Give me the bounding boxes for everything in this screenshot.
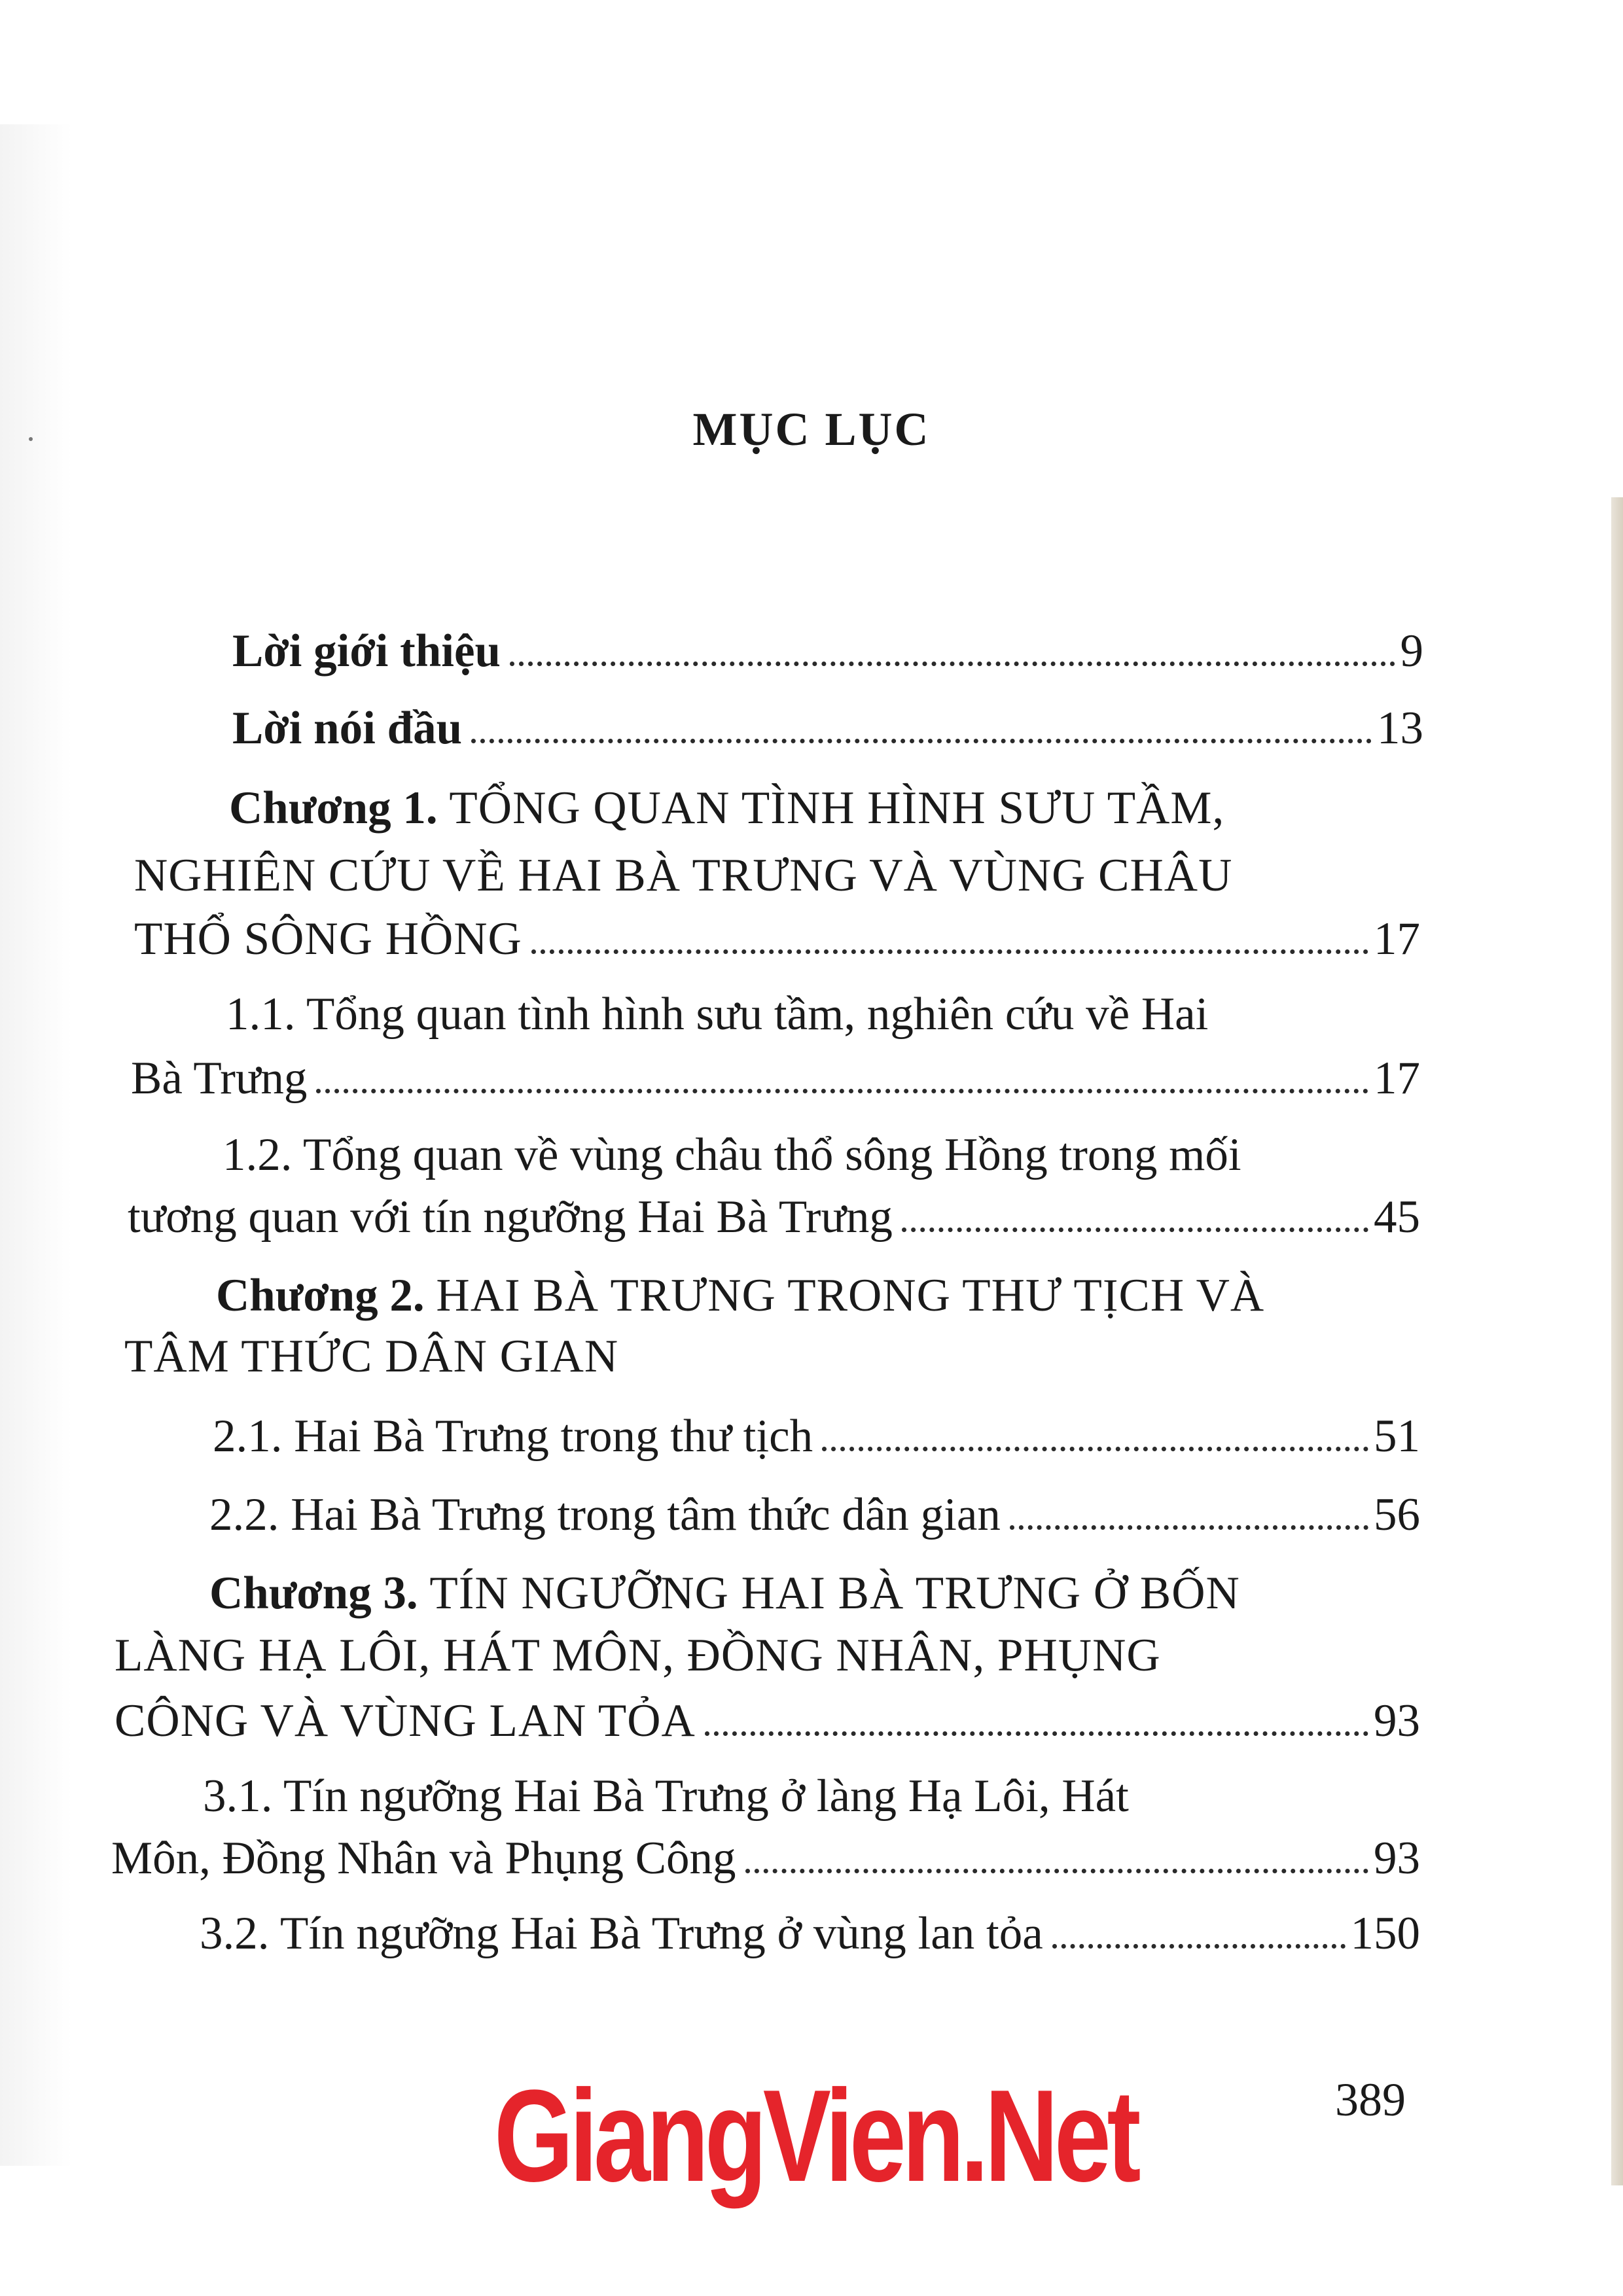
dot-leader <box>745 1869 1368 1873</box>
dot-leader <box>902 1227 1368 1232</box>
chapter-title-line: LÀNG HẠ LÔI, HÁT MÔN, ĐỒNG NHÂN, PHỤNG <box>115 1630 1161 1681</box>
toc-chapter-1-line-3 <box>134 906 1420 972</box>
section-title-line: Bà Trưng <box>131 1053 308 1104</box>
toc-chapter-2[interactable] <box>216 1263 1264 1328</box>
toc-page-number: 13 <box>1377 703 1423 754</box>
toc-entry-label: Lời giới thiệu <box>232 626 501 677</box>
chapter-label: Chương 3. <box>209 1568 418 1619</box>
section-title-line: 3.2. Tín ngưỡng Hai Bà Trưng ở vùng lan tỏa <box>200 1908 1043 1959</box>
dot-leader <box>471 739 1372 743</box>
chapter-title-line: THỔ SÔNG HỒNG <box>134 913 522 964</box>
chapter-label: Chương 1. <box>229 783 438 834</box>
toc-chapter-3-line-2 <box>115 1623 1161 1688</box>
toc-section-2-2[interactable] <box>209 1482 1420 1547</box>
chapter-title-line: TỔNG QUAN TÌNH HÌNH SƯU TẦM, <box>449 783 1225 834</box>
toc-section-1-2[interactable] <box>223 1122 1241 1188</box>
chapter-title-line: HAI BÀ TRƯNG TRONG THƯ TỊCH VÀ <box>436 1270 1265 1321</box>
toc-page-number: 56 <box>1374 1489 1420 1540</box>
toc-page-number: 93 <box>1374 1695 1420 1746</box>
toc-entry-preface[interactable] <box>232 696 1423 761</box>
page-number: 389 <box>1335 2074 1406 2126</box>
watermark-logo: GiangVien.Net <box>494 2063 1137 2209</box>
toc-entry-label: Lời nói đầu <box>232 703 463 754</box>
toc-section-3-1[interactable] <box>203 1763 1129 1829</box>
section-title-line: tương quan với tín ngưỡng Hai Bà Trưng <box>128 1192 893 1243</box>
page-title: MỤC LỤC <box>692 403 931 455</box>
toc-page-number: 45 <box>1374 1192 1420 1243</box>
dot-leader <box>1052 1944 1346 1949</box>
toc-page-number: 150 <box>1350 1908 1420 1959</box>
toc-page-number: 51 <box>1374 1411 1420 1462</box>
page-right-edge <box>1611 497 1623 2185</box>
section-title-line: 1.2. Tổng quan về vùng châu thổ sông Hồng trong mối <box>223 1129 1241 1180</box>
section-title-line: 2.2. Hai Bà Trưng trong tâm thức dân gian <box>209 1489 1001 1540</box>
toc-section-1-2-line-2 <box>128 1184 1420 1250</box>
toc-section-1-1-line-2 <box>131 1046 1420 1111</box>
toc-page-number: 9 <box>1400 626 1423 677</box>
section-title-line: 1.1. Tổng quan tình hình sưu tầm, nghiên cứu về Hai <box>226 989 1209 1040</box>
chapter-title-line: NGHIÊN CỨU VỀ HAI BÀ TRƯNG VÀ VÙNG CHÂU <box>134 850 1233 901</box>
toc-section-3-2[interactable] <box>200 1901 1420 1966</box>
toc-chapter-1[interactable] <box>229 775 1224 841</box>
dot-leader <box>1010 1525 1368 1530</box>
dot-leader <box>822 1447 1368 1451</box>
chapter-title-line: TÍN NGƯỠNG HAI BÀ TRƯNG Ở BỐN <box>429 1568 1240 1619</box>
dot-leader <box>510 662 1395 666</box>
toc-chapter-3-line-3 <box>115 1688 1420 1754</box>
chapter-title-line: TÂM THỨC DÂN GIAN <box>124 1331 619 1382</box>
toc-chapter-2-line-2 <box>124 1324 618 1389</box>
toc-chapter-3[interactable] <box>209 1561 1240 1626</box>
toc-section-1-1[interactable] <box>226 981 1208 1047</box>
dot-leader <box>316 1089 1368 1093</box>
section-title-line: Môn, Đồng Nhân và Phụng Công <box>111 1833 736 1884</box>
toc-section-2-1[interactable] <box>213 1404 1420 1469</box>
chapter-label: Chương 2. <box>216 1270 425 1321</box>
toc-section-3-1-line-2 <box>111 1826 1420 1891</box>
dot-leader <box>705 1731 1368 1736</box>
dot-leader <box>531 949 1368 954</box>
toc-page-number: 17 <box>1374 913 1420 964</box>
toc-chapter-1-line-2 <box>134 843 1232 908</box>
toc-page-number: 17 <box>1374 1053 1420 1104</box>
toc-entry-intro[interactable] <box>232 618 1423 684</box>
section-title-line: 3.1. Tín ngưỡng Hai Bà Trưng ở làng Hạ Lôi, Hát <box>203 1771 1129 1822</box>
chapter-title-line: CÔNG VÀ VÙNG LAN TỎA <box>115 1695 696 1746</box>
toc-page-number: 93 <box>1374 1833 1420 1884</box>
section-title-line: 2.1. Hai Bà Trưng trong thư tịch <box>213 1411 813 1462</box>
